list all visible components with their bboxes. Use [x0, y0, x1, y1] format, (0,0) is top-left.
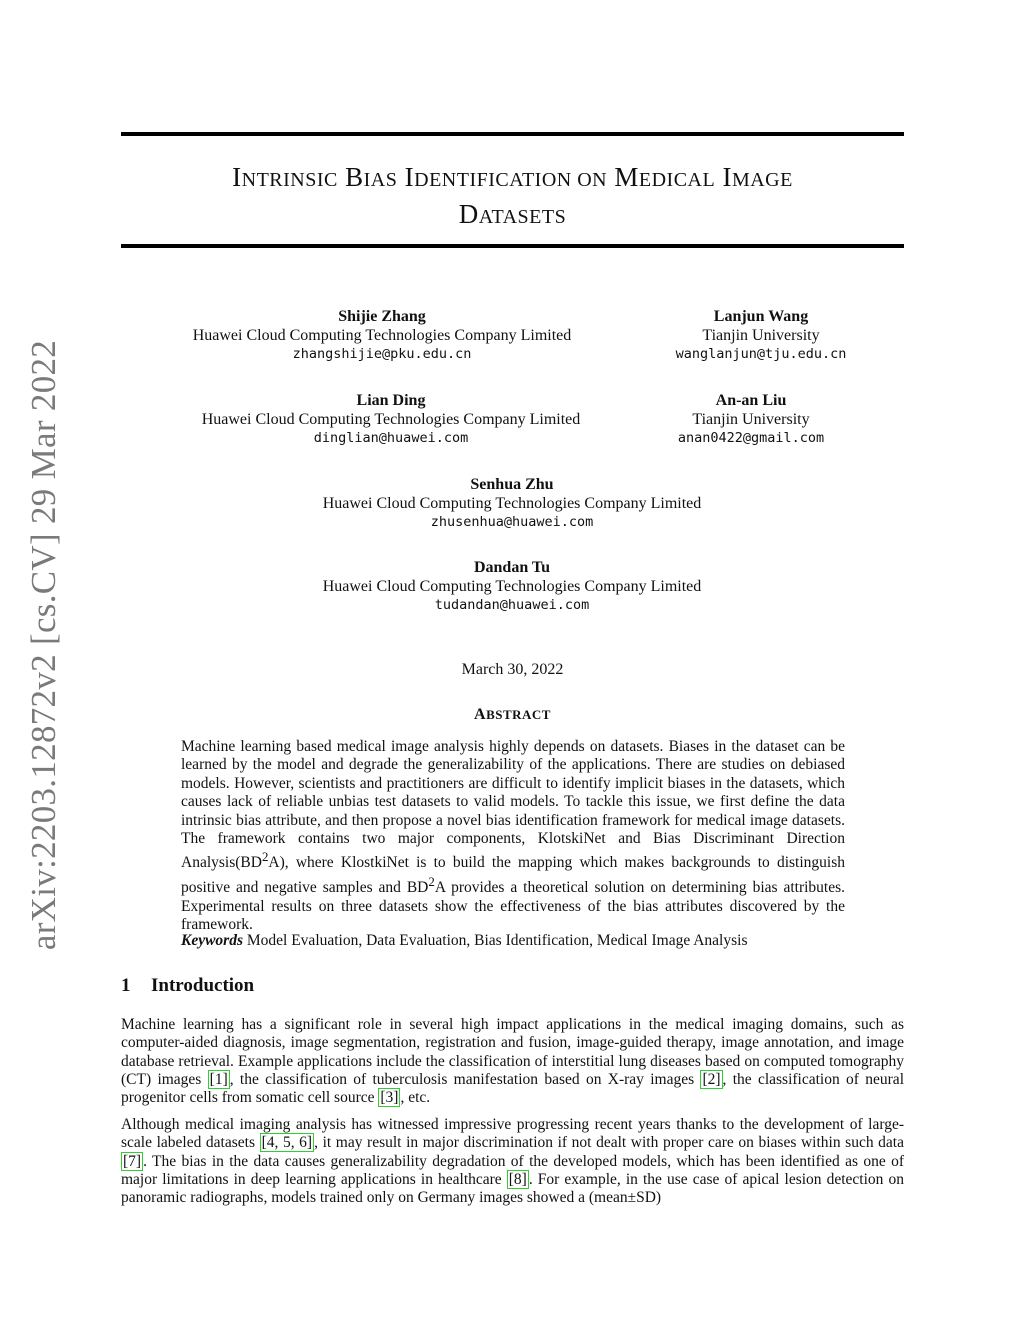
- author-email[interactable]: tudandan@huawei.com: [434, 597, 590, 613]
- abstract-heading: ABSTRACT: [474, 706, 551, 723]
- citation-link[interactable]: [2]: [702, 1070, 721, 1088]
- author-name: Dandan Tu: [473, 559, 551, 576]
- author-block: [287, 475, 737, 532]
- title-top-rule: [121, 132, 904, 136]
- author-email[interactable]: dinglian@huawei.com: [313, 430, 469, 446]
- intro-paragraph-2: Although medical imaging analysis has witnessed impressive progressing recent years thanks to the development of large-scale labeled datasets [4, 5, 6] , it may result in major discrimination if not dealt with proper care on biases within such data [7] . The bias in the data causes generalizability degradation of the developed models, which has been identified as one of major limitations in deep learning applications in healthcare [8] . For example, in the use case of apical lesion detection on panoramic radiographs, models trained only on Germany images showed a (mean±SD): [121, 1116, 904, 1207]
- title-line-2: DATASETS: [458, 199, 567, 229]
- section-heading: [121, 975, 254, 997]
- citation-link[interactable]: [8]: [508, 1170, 527, 1188]
- author-name: Lanjun Wang: [713, 308, 809, 325]
- author-affiliation: Huawei Cloud Computing Technologies Company Limited: [201, 411, 581, 428]
- section-title: Introduction: [151, 975, 255, 996]
- arxiv-identifier-text: arXiv:2203.12872v2 [cs.CV] 29 Mar 2022: [24, 339, 63, 951]
- author-email[interactable]: anan0422@gmail.com: [677, 430, 825, 446]
- author-block: [166, 391, 616, 448]
- author-affiliation: Huawei Cloud Computing Technologies Company Limited: [322, 578, 702, 595]
- publication-date: March 30, 2022: [461, 661, 564, 678]
- keywords: [181, 932, 845, 950]
- intro-paragraph-1: Machine learning has a significant role in several high impact applications in the medical imaging domains, such as computer-aided diagnosis, image segmentation, registration and fusion, image-guided therapy, image annotation, and image database retrieval. Example applications include the classification of interstitial lung diseases based on computed tomography (CT) images [1] , the classification of tuberculosis manifestation based on X-ray images [2] , the classification of neural progenitor cells from somatic cell source [3] , etc.: [121, 1016, 904, 1107]
- section-number: 1: [121, 975, 131, 996]
- author-name: Senhua Zhu: [470, 476, 554, 493]
- author-affiliation: Tianjin University: [692, 411, 810, 428]
- author-email[interactable]: wanglanjun@tju.edu.cn: [675, 346, 847, 362]
- author-block: [626, 391, 876, 448]
- author-email[interactable]: zhusenhua@huawei.com: [430, 514, 594, 530]
- author-email[interactable]: zhangshijie@pku.edu.cn: [292, 346, 472, 362]
- author-block: [157, 307, 607, 364]
- author-name: Shijie Zhang: [338, 308, 426, 325]
- author-block: [287, 558, 737, 615]
- citation-link[interactable]: [4, 5, 6]: [261, 1134, 313, 1152]
- author-name: An-an Liu: [715, 392, 787, 409]
- title-line-1: INTRINSIC BIAS IDENTIFICATION ON MEDICAL IMAGE: [232, 162, 793, 192]
- paper-title: [121, 160, 904, 234]
- citation-link[interactable]: [1]: [209, 1070, 228, 1088]
- author-affiliation: Huawei Cloud Computing Technologies Company Limited: [322, 495, 702, 512]
- author-block: [636, 307, 886, 364]
- keywords-label: Keywords: [181, 932, 243, 949]
- citation-link[interactable]: [7]: [123, 1152, 142, 1170]
- citation-link[interactable]: [3]: [380, 1089, 399, 1107]
- author-affiliation: Tianjin University: [702, 327, 820, 344]
- author-affiliation: Huawei Cloud Computing Technologies Company Limited: [192, 327, 572, 344]
- title-bottom-rule: [121, 244, 904, 248]
- abstract-text: Machine learning based medical image analysis highly depends on datasets. Biases in the dataset can be learned by the model and degrade the generalizability of the applications. There are studies on debiased models. However, scientists and practitioners are difficult to identify implicit biases in the datasets, which causes lack of reliable unbias test datasets to valid models. To tackle this issue, we first define the data intrinsic bias attribute, and then propose a novel bias identification framework for medical image datasets. The framework contains two major components, KlotskiNet and Bias Discriminant Direction $Analysis(BD^2A)$, where KlostkiNet is to build the mapping which makes backgrounds to distinguish positive and negative samples and $BD^2A$ provides a theoretical solution on determining bias attributes. Experimental results on three datasets show the effectiveness of the bias attributes discovered by the framework.: [181, 738, 845, 933]
- keywords-text: Model Evaluation, Data Evaluation, Bias Identification, Medical Image Analysis: [246, 932, 748, 949]
- author-name: Lian Ding: [356, 392, 426, 409]
